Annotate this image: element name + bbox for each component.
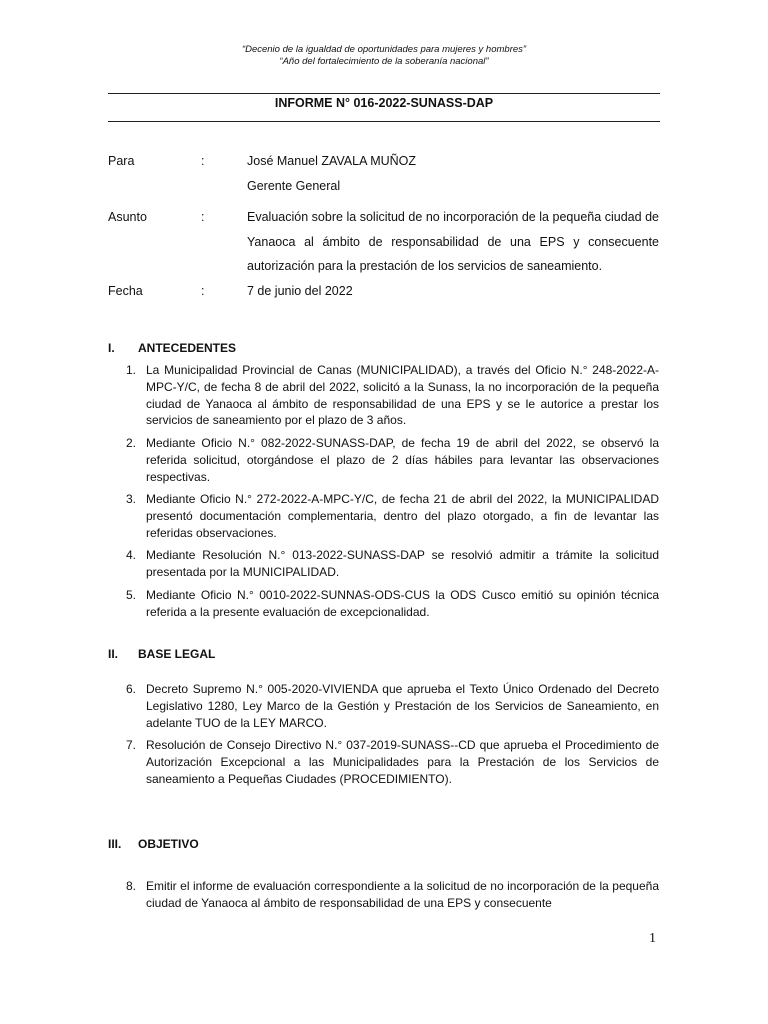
fecha-colon: : (201, 284, 205, 298)
item-number: 5. (126, 588, 137, 602)
section-title: BASE LEGAL (138, 647, 216, 661)
title-rule-bottom (108, 121, 660, 122)
asunto-value: Evaluación sobre la solicitud de no incorporación de la pequeña ciudad de Yanaoca al ámbito de responsabilidad de una EPS y consecuente autorización para la prestación de los servicios de saneamiento. (247, 210, 659, 273)
list-item-4 (126, 547, 659, 581)
page-number: 1 (649, 931, 656, 946)
item-number: 1. (126, 363, 137, 377)
section-title: ANTECEDENTES (138, 341, 237, 355)
item-number: 4. (126, 548, 137, 562)
para-colon: : (201, 154, 205, 168)
item-text: Resolución de Consejo Directivo N.° 037-2019-SUNASS--CD que aprueba el Procedimiento de Autorización Excepcional a las Municipalidades para la Prestación de los Servicios de saneamiento a Pequeñas Ciudades (PROCEDIMIENTO). (146, 738, 659, 786)
list-item-1 (126, 362, 659, 429)
item-number: 3. (126, 492, 137, 506)
item-text: Mediante Oficio N.° 272-2022-A-MPC-Y/C, de fecha 21 de abril del 2022, la MUNICIPALIDAD presentó documentación complementaria, dentro del plazo otorgado, a fin de levantar las referidas observaciones. (146, 492, 659, 540)
section-number: III. (108, 837, 122, 851)
title-rule-top (108, 93, 660, 94)
fecha-label: Fecha (108, 284, 143, 298)
list-item-2 (126, 435, 659, 485)
item-number: 2. (126, 436, 137, 450)
asunto-colon: : (201, 210, 205, 224)
section-number: II. (108, 647, 119, 661)
item-text: Mediante Oficio N.° 0010-2022-SUNNAS-ODS-CUS la ODS Cusco emitió su opinión técnica referida a la presente evaluación de excepcionalidad. (146, 588, 659, 619)
section-base-legal (108, 647, 215, 661)
item-text: Mediante Resolución N.° 013-2022-SUNASS-DAP se resolvió admitir a trámite la solicitud presentada por la MUNICIPALIDAD. (146, 548, 659, 579)
fecha-value: 7 de junio del 2022 (247, 284, 353, 298)
item-text: La Municipalidad Provincial de Canas (MUNICIPALIDAD), a través del Oficio N.° 248-2022-A-MPC-Y/C, de fecha 8 de abril del 2022, solicitó a la Sunass, la no incorporación de la pequeña ciudad de Yanaoca al ámbito de responsabilidad de una EPS y se le autorice a prestar los servicios de saneamiento por el plazo de 3 años. (146, 363, 659, 428)
section-number: I. (108, 341, 115, 355)
item-number: 6. (126, 682, 137, 696)
section-antecedentes (108, 341, 236, 355)
motto-line-1: “Decenio de la igualdad de oportunidades para mujeres y hombres” (241, 44, 527, 55)
report-title: INFORME N° 016-2022-SUNASS-DAP (274, 96, 494, 110)
asunto-label: Asunto (108, 210, 147, 224)
list-item-6 (126, 681, 659, 731)
item-text: Mediante Oficio N.° 082-2022-SUNASS-DAP, de fecha 19 de abril del 2022, se observó la referida solicitud, otorgándose el plazo de 2 días hábiles para levantar las observaciones respectivas. (146, 436, 659, 484)
item-number: 7. (126, 738, 137, 752)
list-item-3 (126, 491, 659, 541)
list-item-7 (126, 737, 659, 787)
section-title: OBJETIVO (138, 837, 199, 851)
list-item-8 (126, 878, 659, 912)
item-number: 8. (126, 879, 137, 893)
para-role: Gerente General (247, 179, 341, 193)
motto-line-2: “Año del fortalecimiento de la soberanía nacional” (279, 56, 489, 67)
list-item-5 (126, 587, 659, 621)
section-objetivo (108, 837, 199, 851)
item-text: Decreto Supremo N.° 005-2020-VIVIENDA que aprueba el Texto Único Ordenado del Decreto Legislativo 1280, Ley Marco de la Gestión y Prestación de los Servicios de Saneamiento, en adelante TUO de la LEY MARCO. (146, 682, 659, 730)
para-label: Para (108, 154, 135, 168)
para-value: José Manuel ZAVALA MUÑOZ (247, 154, 417, 168)
item-text: Emitir el informe de evaluación correspondiente a la solicitud de no incorporación de la pequeña ciudad de Yanaoca al ámbito de responsabilidad de una EPS y consecuente (146, 879, 659, 910)
